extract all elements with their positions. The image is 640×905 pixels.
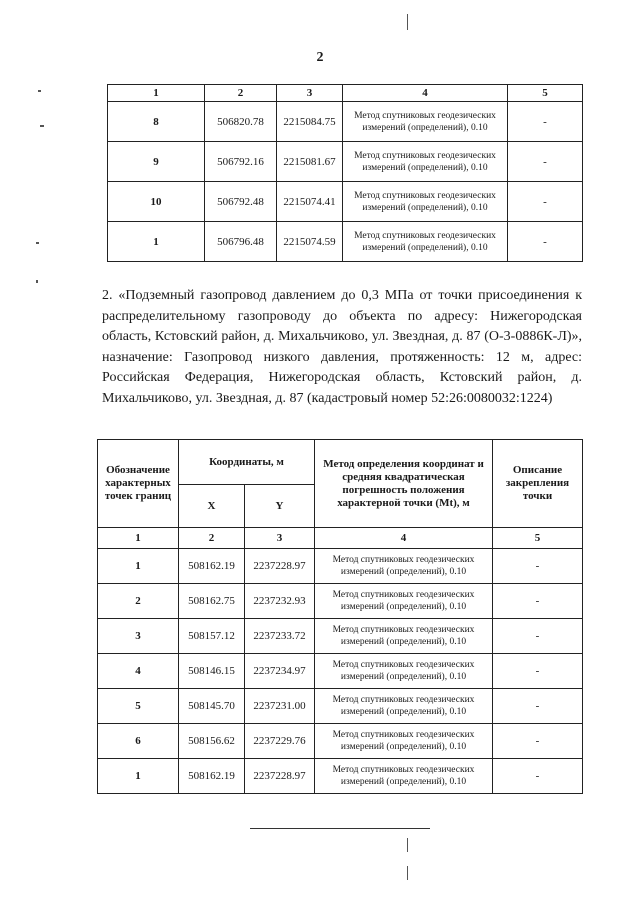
point-id: 3 — [98, 619, 179, 654]
fixation-desc: - — [493, 689, 583, 724]
fixation-desc: - — [493, 759, 583, 794]
header-coordinates: Координаты, м — [179, 440, 315, 485]
coord-x: 508162.19 — [179, 759, 245, 794]
coord-y: 2237231.00 — [245, 689, 315, 724]
column-number: 4 — [343, 85, 508, 102]
column-number: 1 — [108, 85, 205, 102]
fixation-desc: - — [508, 222, 583, 262]
table-number-row — [98, 528, 583, 549]
object-description-paragraph: 2. «Подземный газопровод давлением до 0,3 МПа от точки присоединения к распределительному газопроводу до объекта по адресу: Нижегородская область, Кстовский район, д. Михальчиково, ул. Звездная, д. 87 (О-3-0886К-Л)», назначение: Газопровод низкого давления, протяженность: 12 м, адрес: Российская Федерация, Нижегородская область, Кстовский район, д. Михальчиково, ул. Звездная, д. 87 (кадастровый номер 52:26:0080032:1224) — [102, 288, 582, 406]
table-header-row — [108, 85, 583, 102]
table-row — [98, 584, 583, 619]
point-id: 6 — [98, 724, 179, 759]
column-number: 3 — [245, 528, 315, 549]
header-method: Метод определения координат и средняя квадратическая погрешность положения характерной точки (Mt), м — [315, 440, 493, 528]
coord-y: 2237234.97 — [245, 654, 315, 689]
point-id: 1 — [98, 549, 179, 584]
header-x: X — [179, 485, 245, 528]
column-number: 1 — [98, 528, 179, 549]
column-number: 2 — [205, 85, 277, 102]
point-id: 2 — [98, 584, 179, 619]
method-text: Метод спутниковых геодезических измерений (определений), 0.10 — [315, 549, 493, 584]
coord-y: 2215074.41 — [277, 182, 343, 222]
fixation-desc: - — [493, 549, 583, 584]
method-text: Метод спутниковых геодезических измерений (определений), 0.10 — [315, 759, 493, 794]
scan-artifact — [36, 242, 39, 244]
fixation-desc: - — [493, 654, 583, 689]
coord-x: 508162.75 — [179, 584, 245, 619]
column-number: 2 — [179, 528, 245, 549]
fixation-desc: - — [508, 142, 583, 182]
coordinates-table-continued — [107, 84, 583, 262]
coord-x: 508146.15 — [179, 654, 245, 689]
table-row — [98, 724, 583, 759]
coord-x: 508162.19 — [179, 549, 245, 584]
coord-x: 506792.16 — [205, 142, 277, 182]
fixation-desc: - — [493, 619, 583, 654]
point-id: 4 — [98, 654, 179, 689]
point-id: 5 — [98, 689, 179, 724]
table-row — [98, 619, 583, 654]
coord-x: 508157.12 — [179, 619, 245, 654]
coord-y: 2237232.93 — [245, 584, 315, 619]
scan-artifact — [407, 14, 408, 30]
coord-y: 2215081.67 — [277, 142, 343, 182]
point-id: 9 — [108, 142, 205, 182]
column-number: 5 — [508, 85, 583, 102]
coord-y: 2237228.97 — [245, 759, 315, 794]
method-text: Метод спутниковых геодезических измерений (определений), 0.10 — [315, 584, 493, 619]
coord-x: 506796.48 — [205, 222, 277, 262]
fixation-desc: - — [493, 724, 583, 759]
table-row — [108, 182, 583, 222]
header-y: Y — [245, 485, 315, 528]
fixation-desc: - — [493, 584, 583, 619]
method-text: Метод спутниковых геодезических измерений (определений), 0.10 — [343, 142, 508, 182]
table-row — [108, 222, 583, 262]
table-row — [98, 689, 583, 724]
footer-divider — [250, 828, 430, 829]
table-row — [98, 759, 583, 794]
scan-artifact — [407, 838, 408, 852]
method-text: Метод спутниковых геодезических измерений (определений), 0.10 — [315, 724, 493, 759]
coord-x: 506792.48 — [205, 182, 277, 222]
coord-y: 2237233.72 — [245, 619, 315, 654]
table-row — [98, 654, 583, 689]
header-description: Описание закрепления точки — [493, 440, 583, 528]
table-header-row — [98, 440, 583, 485]
column-number: 5 — [493, 528, 583, 549]
coord-x: 508156.62 — [179, 724, 245, 759]
point-id: 1 — [108, 222, 205, 262]
scan-artifact — [407, 866, 408, 880]
method-text: Метод спутниковых геодезических измерений (определений), 0.10 — [343, 182, 508, 222]
coord-x: 506820.78 — [205, 102, 277, 142]
method-text: Метод спутниковых геодезических измерений (определений), 0.10 — [315, 689, 493, 724]
method-text: Метод спутниковых геодезических измерений (определений), 0.10 — [315, 654, 493, 689]
coord-x: 508145.70 — [179, 689, 245, 724]
coord-y: 2237228.97 — [245, 549, 315, 584]
method-text: Метод спутниковых геодезических измерений (определений), 0.10 — [343, 102, 508, 142]
method-text: Метод спутниковых геодезических измерений (определений), 0.10 — [343, 222, 508, 262]
point-id: 10 — [108, 182, 205, 222]
table-row — [98, 549, 583, 584]
method-text: Метод спутниковых геодезических измерений (определений), 0.10 — [315, 619, 493, 654]
scan-artifact — [38, 90, 41, 92]
coord-y: 2237229.76 — [245, 724, 315, 759]
fixation-desc: - — [508, 182, 583, 222]
point-id: 8 — [108, 102, 205, 142]
coord-y: 2215084.75 — [277, 102, 343, 142]
table-row — [108, 142, 583, 182]
column-number: 4 — [315, 528, 493, 549]
scan-artifact — [36, 280, 38, 283]
point-id: 1 — [98, 759, 179, 794]
page-number: 2 — [316, 50, 324, 65]
column-number: 3 — [277, 85, 343, 102]
coord-y: 2215074.59 — [277, 222, 343, 262]
table-row — [108, 102, 583, 142]
coordinates-table — [97, 439, 583, 794]
fixation-desc: - — [508, 102, 583, 142]
scan-artifact — [40, 125, 44, 127]
header-designation: Обозначение характерных точек границ — [98, 440, 179, 528]
